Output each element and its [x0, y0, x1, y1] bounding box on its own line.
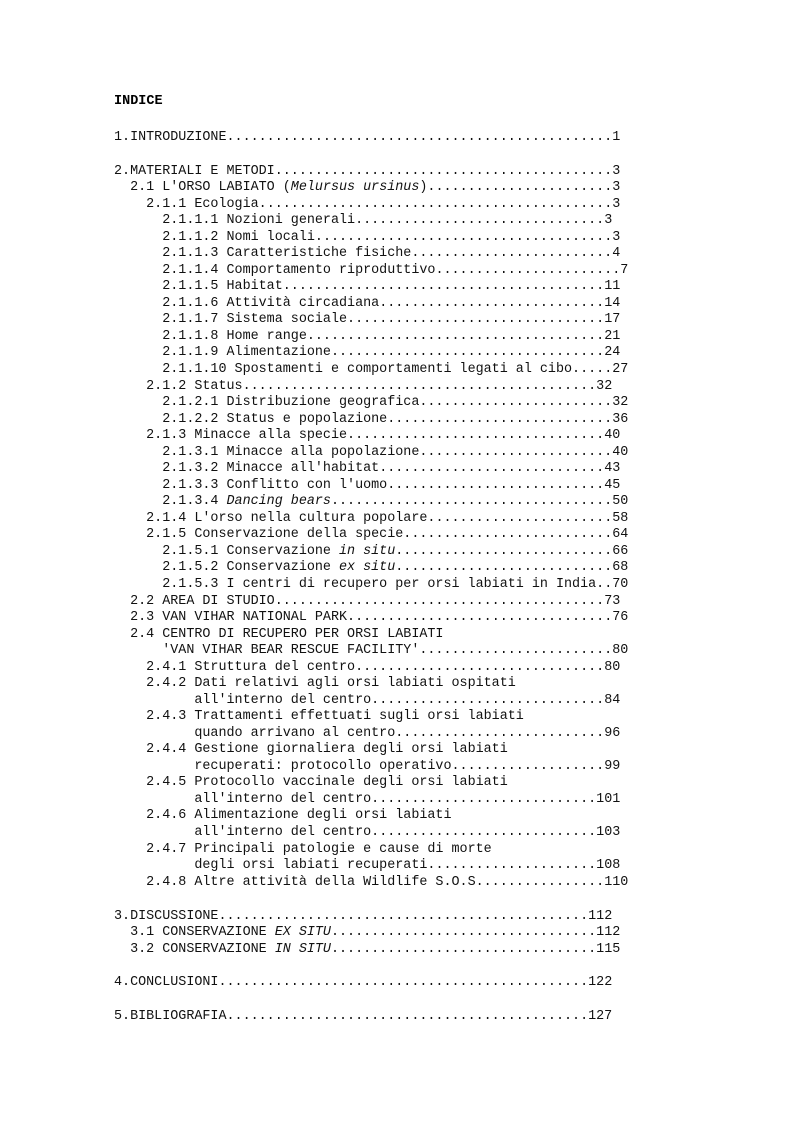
toc-page-number: 1	[612, 130, 621, 145]
toc-leader-dots: ...........................	[387, 478, 605, 493]
toc-entry	[114, 1009, 612, 1025]
toc-entry	[114, 246, 620, 262]
toc-page-number: 3	[612, 230, 621, 245]
toc-leader-dots: .....................................	[306, 329, 605, 344]
toc-entry-title: 2.4.5 Protocollo vaccinale degli orsi labiati	[114, 775, 508, 790]
toc-entry-title: 2.1.1 Ecologia	[114, 197, 259, 212]
toc-leader-dots: .................................	[330, 942, 597, 957]
toc-entry	[114, 329, 620, 345]
toc-entry	[114, 676, 516, 692]
toc-page-number: 4	[612, 246, 621, 261]
toc-page-number: 50	[612, 494, 629, 509]
toc-entry-title: 2.1.3.3 Conflitto con l'uomo	[114, 478, 388, 493]
toc-page-number: 7	[620, 263, 629, 278]
toc-entry-title: 3.2 CONSERVAZIONE	[114, 942, 275, 957]
toc-leader-dots: .....	[572, 362, 613, 377]
toc-entry-title: 2.1.2 Status	[114, 379, 243, 394]
toc-entry-title: 2.4.7 Principali patologie e cause di morte	[114, 842, 492, 857]
toc-page-number: 3	[612, 180, 621, 195]
toc-entry	[114, 230, 620, 246]
toc-entry-title-italic: Dancing bears	[226, 494, 331, 509]
toc-leader-dots: ............................	[387, 412, 613, 427]
toc-entry-title-italic: EX SITU	[274, 925, 331, 940]
toc-leader-dots: ..............................................	[218, 909, 589, 924]
toc-entry	[114, 842, 492, 858]
toc-leader-dots: ...................	[451, 759, 605, 774]
toc-entry-title: degli orsi labiati recuperati	[114, 858, 428, 873]
toc-leader-dots: ................................................	[226, 130, 613, 145]
toc-entry-title: 2.1.5.3 I centri di recupero per orsi labiati in India	[114, 577, 597, 592]
toc-page-number: 66	[612, 544, 629, 559]
toc-entry-title: 2.1.3 Minacce alla specie	[114, 428, 348, 443]
toc-entry-title: 2.1.1.3 Caratteristiche fisiche	[114, 246, 412, 261]
toc-entry	[114, 627, 443, 643]
toc-page-number: 32	[612, 395, 629, 410]
toc-entry-title-italic: ex situ	[339, 560, 396, 575]
toc-entry	[114, 942, 620, 958]
toc-page-number: 99	[604, 759, 621, 774]
toc-entry	[114, 759, 620, 775]
toc-leader-dots: ............................	[379, 461, 605, 476]
toc-entry	[114, 594, 620, 610]
toc-entry	[114, 660, 620, 676]
toc-entry-title: 2.4.3 Trattamenti effettuati sugli orsi labiati	[114, 709, 524, 724]
toc-leader-dots: ............................	[371, 825, 597, 840]
toc-leader-dots: ................................	[347, 428, 605, 443]
toc-leader-dots: .........................	[411, 246, 613, 261]
toc-entry	[114, 213, 612, 229]
toc-leader-dots: .......................	[427, 511, 613, 526]
toc-page-number: 103	[596, 825, 621, 840]
toc-entry-title: 2.1.1.4 Comportamento riproduttivo	[114, 263, 436, 278]
toc-entry	[114, 180, 620, 196]
toc-entry	[114, 693, 620, 709]
toc-page-number: 3	[612, 164, 621, 179]
toc-entry-title: 2.1.5.1 Conservazione	[114, 544, 339, 559]
toc-leader-dots: ..........................................	[274, 164, 613, 179]
toc-page-number: 80	[612, 643, 629, 658]
toc-leader-dots: ........................................	[282, 279, 605, 294]
toc-entry-title: quando arrivano al centro	[114, 726, 396, 741]
toc-page-number: 11	[604, 279, 621, 294]
toc-entry-title: 2.1.2.1 Distribuzione geografica	[114, 395, 420, 410]
toc-entry	[114, 560, 628, 576]
toc-page-number: 76	[612, 610, 629, 625]
toc-entry-title-suffix: )	[419, 180, 428, 195]
toc-entry-title: 2.1.5.2 Conservazione	[114, 560, 339, 575]
toc-entry-title: 2.1.1.5 Habitat	[114, 279, 283, 294]
toc-entry-title: 2.4.4 Gestione giornaliera degli orsi labiati	[114, 742, 508, 757]
toc-leader-dots: ...............................	[355, 660, 605, 675]
toc-entry	[114, 975, 612, 991]
toc-entry-title: 2.1.1.6 Attività circadiana	[114, 296, 380, 311]
toc-page-number: 3	[612, 197, 621, 212]
toc-page-number: 112	[588, 909, 613, 924]
toc-page-number: 21	[604, 329, 621, 344]
toc-entry-title-italic: IN SITU	[274, 942, 331, 957]
toc-page-number: 108	[596, 858, 621, 873]
toc-entry-title: 2.1.3.4	[114, 494, 227, 509]
toc-entry	[114, 909, 612, 925]
toc-leader-dots: ...........................	[395, 560, 613, 575]
toc-leader-dots: .............................	[371, 693, 605, 708]
toc-page-number: 14	[604, 296, 621, 311]
toc-page-number: 43	[604, 461, 621, 476]
toc-page-number: 17	[604, 312, 621, 327]
toc-leader-dots: ............................	[371, 792, 597, 807]
toc-entry-title: all'interno del centro	[114, 825, 372, 840]
toc-page-number: 64	[612, 527, 629, 542]
toc-leader-dots: ..............................................	[218, 975, 589, 990]
toc-entry-title: 2.1.2.2 Status e popolazione	[114, 412, 388, 427]
toc-entry	[114, 577, 628, 593]
toc-leader-dots: ...................................	[330, 494, 613, 509]
toc-leader-dots: ............................................	[258, 197, 613, 212]
toc-page-number: 101	[596, 792, 621, 807]
toc-entry-title: 2.4.6 Alimentazione degli orsi labiati	[114, 808, 452, 823]
toc-entry-title: 1.INTRODUZIONE	[114, 130, 227, 145]
toc-entry	[114, 494, 628, 510]
toc-page-number: 96	[604, 726, 621, 741]
toc-leader-dots: ...........................	[395, 544, 613, 559]
toc-entry-title: 2.2 AREA DI STUDIO	[114, 594, 275, 609]
toc-page-number: 40	[612, 445, 629, 460]
toc-entry-title: 5.BIBLIOGRAFIA	[114, 1009, 227, 1024]
toc-entry-title: 2.1.1.2 Nomi locali	[114, 230, 315, 245]
toc-page-number: 68	[612, 560, 629, 575]
toc-entry	[114, 742, 508, 758]
toc-page-number: 73	[604, 594, 621, 609]
toc-entry	[114, 296, 620, 312]
toc-leader-dots: .....................	[427, 858, 597, 873]
toc-leader-dots: ........................	[419, 445, 613, 460]
toc-leader-dots: .....................................	[314, 230, 613, 245]
toc-page-number: 122	[588, 975, 613, 990]
toc-entry	[114, 345, 620, 361]
toc-leader-dots: .........................................	[274, 594, 605, 609]
toc-leader-dots: ..........................	[403, 527, 613, 542]
toc-entry	[114, 544, 628, 560]
toc-entry	[114, 808, 452, 824]
toc-page-number: 3	[604, 213, 613, 228]
toc-leader-dots: ..........................	[395, 726, 605, 741]
toc-entry	[114, 461, 620, 477]
toc-entry	[114, 775, 508, 791]
toc-leader-dots: .......................	[427, 180, 613, 195]
toc-entry-title: 2.4.8 Altre attività della Wildlife S.O.S	[114, 875, 476, 890]
toc-entry-title-italic: Melursus ursinus	[290, 180, 420, 195]
toc-page-number: 24	[604, 345, 621, 360]
toc-entry-title: 2.3 VAN VIHAR NATIONAL PARK	[114, 610, 348, 625]
toc-entry-title: 2.1.5 Conservazione della specie	[114, 527, 404, 542]
page-title: INDICE	[114, 94, 163, 109]
toc-entry	[114, 825, 620, 841]
toc-page-number: 112	[596, 925, 621, 940]
toc-entry	[114, 130, 620, 146]
toc-entry	[114, 527, 628, 543]
toc-entry	[114, 610, 628, 626]
toc-entry-title: 2.4.2 Dati relativi agli orsi labiati ospitati	[114, 676, 516, 691]
toc-entry-title-italic: in situ	[339, 544, 396, 559]
toc-page-number: 110	[604, 875, 629, 890]
toc-entry-title: 2.4 CENTRO DI RECUPERO PER ORSI LABIATI	[114, 627, 444, 642]
toc-entry-title: 3.1 CONSERVAZIONE	[114, 925, 275, 940]
toc-entry	[114, 412, 628, 428]
toc-entry-title: 'VAN VIHAR BEAR RESCUE FACILITY'	[114, 643, 420, 658]
toc-entry-title: 2.1.3.2 Minacce all'habitat	[114, 461, 380, 476]
toc-entry-title: all'interno del centro	[114, 792, 372, 807]
toc-page-number: 40	[604, 428, 621, 443]
toc-leader-dots: ................................	[347, 312, 605, 327]
toc-leader-dots: ........................	[419, 395, 613, 410]
toc-entry	[114, 726, 620, 742]
toc-page-number: 36	[612, 412, 629, 427]
toc-page-number: 32	[596, 379, 613, 394]
toc-entry-title: 2.1.4 L'orso nella cultura popolare	[114, 511, 428, 526]
toc-entry	[114, 395, 628, 411]
toc-leader-dots: ............................	[379, 296, 605, 311]
toc-page-number: 127	[588, 1009, 613, 1024]
toc-leader-dots: ..	[596, 577, 613, 592]
toc-entry	[114, 709, 524, 725]
toc-entry-title: recuperati: protocollo operativo	[114, 759, 452, 774]
toc-page-number: 80	[604, 660, 621, 675]
toc-entry	[114, 478, 620, 494]
toc-entry	[114, 792, 620, 808]
toc-entry	[114, 875, 628, 891]
toc-entry-title: 2.1.1.10 Spostamenti e comportamenti legati al cibo	[114, 362, 573, 377]
toc-page-number: 27	[612, 362, 629, 377]
toc-leader-dots: .................................	[347, 610, 613, 625]
toc-page-number: 70	[612, 577, 629, 592]
toc-entry-title: 2.1.1.7 Sistema sociale	[114, 312, 348, 327]
toc-entry	[114, 379, 612, 395]
toc-entry	[114, 362, 628, 378]
toc-entry-title: 3.DISCUSSIONE	[114, 909, 219, 924]
toc-entry-title: 2.1.1.1 Nozioni generali	[114, 213, 356, 228]
toc-entry-title: 2.MATERIALI E METODI	[114, 164, 275, 179]
toc-entry	[114, 197, 620, 213]
toc-entry-title: 2.1.3.1 Minacce alla popolazione	[114, 445, 420, 460]
toc-entry	[114, 643, 628, 659]
toc-entry-title: all'interno del centro	[114, 693, 372, 708]
toc-leader-dots: ............................................	[242, 379, 597, 394]
toc-entry	[114, 164, 620, 180]
toc-entry	[114, 428, 620, 444]
toc-entry	[114, 511, 628, 527]
toc-entry-title: 2.1.1.9 Alimentazione	[114, 345, 331, 360]
toc-leader-dots: ........................	[419, 643, 613, 658]
toc-entry-title: 2.4.1 Struttura del centro	[114, 660, 356, 675]
toc-leader-dots: .......................	[435, 263, 621, 278]
toc-entry	[114, 858, 620, 874]
toc-entry	[114, 445, 628, 461]
toc-entry	[114, 263, 628, 279]
toc-entry	[114, 279, 620, 295]
toc-entry-title: 2.1 L'ORSO LABIATO (	[114, 180, 291, 195]
toc-entry	[114, 925, 620, 941]
toc-entry	[114, 312, 620, 328]
toc-leader-dots: ................	[475, 875, 605, 890]
toc-entry-title: 4.CONCLUSIONI	[114, 975, 219, 990]
toc-entry-title: 2.1.1.8 Home range	[114, 329, 307, 344]
toc-page-number: 58	[612, 511, 629, 526]
toc-leader-dots: .............................................	[226, 1009, 589, 1024]
toc-leader-dots: ..................................	[330, 345, 605, 360]
toc-leader-dots: .................................	[330, 925, 597, 940]
toc-leader-dots: ...............................	[355, 213, 605, 228]
toc-page-number: 115	[596, 942, 621, 957]
toc-page-number: 45	[604, 478, 621, 493]
toc-page-number: 84	[604, 693, 621, 708]
